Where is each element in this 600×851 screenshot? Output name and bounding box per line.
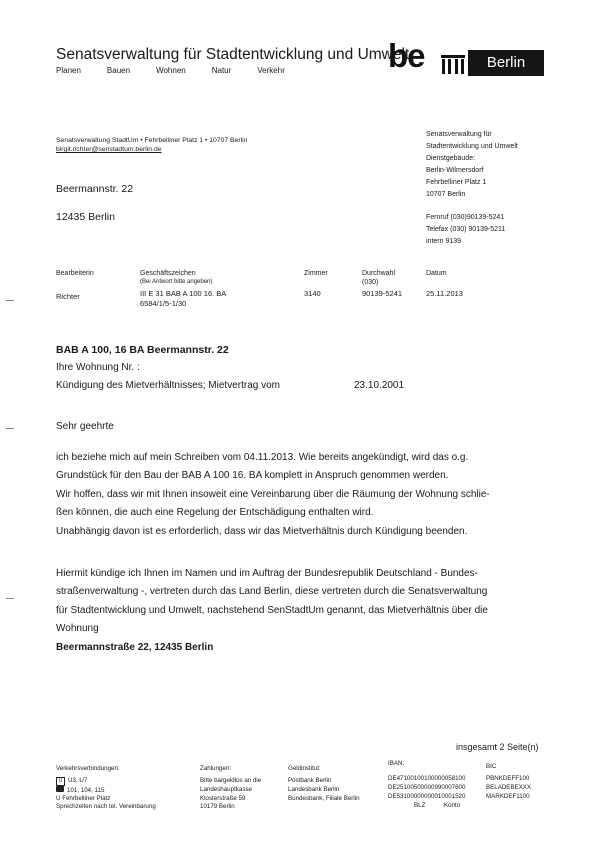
page-count: insgesamt 2 Seite(n) — [456, 742, 539, 752]
value-geschaeftszeichen: III E 31 BAB A 100 16. BA — [140, 289, 227, 298]
header-bearbeiterin: Bearbeiterin — [56, 270, 94, 277]
paragraph-line: Wir hoffen, dass wir mit Ihnen insoweit eine Vereinbarung über die Räumung der Wohnung schlie- — [56, 489, 490, 500]
footer-iban-heading: IBAN: — [388, 760, 405, 767]
paragraph-line: Wohnung — [56, 623, 99, 634]
footer-zahlungen-heading: Zahlungen: — [200, 765, 231, 772]
paragraph-line: Grundstück für den Bau der BAB A 100 16. BA komplett in Anspruch genommen werden. — [56, 470, 449, 481]
paragraph-line: Unabhängig davon ist es erforderlich, dass wir das Mietverhältnis durch Kündigung beenden. — [56, 526, 468, 537]
subway-icon: U — [56, 777, 65, 786]
subtitle-item: Bauen — [106, 66, 131, 75]
footer-verkehr-heading: Verkehrsverbindungen: — [56, 765, 120, 772]
brandenburg-gate-icon — [440, 53, 466, 75]
paragraph-line: straßenverwaltung -, vertreten durch das Land Berlin, diese vertreten durch die Senatsverwaltung — [56, 586, 488, 597]
subject-line-1: BAB A 100, 16 BA Beermannstr. 22 — [56, 344, 229, 356]
value-geschaeftszeichen-2: 6584/1/5-1/30 — [140, 299, 187, 308]
berlin-logo — [388, 37, 544, 80]
header-geschaeftszeichen: Geschäftszeichen — [140, 270, 196, 277]
footer-iban-line: DE47100100100000058100 — [388, 775, 466, 782]
footer-konto: Konto — [444, 802, 461, 809]
footer-bic-line: BELADEBEXXX — [486, 784, 532, 791]
subject-line-3: Kündigung des Mietverhältnisses; Mietvertrag vom — [56, 380, 280, 391]
footer-bic-heading: BIC — [486, 763, 497, 770]
value-zimmer: 3140 — [304, 289, 321, 298]
fold-mark — [6, 428, 14, 429]
subtitle-item: Wohnen — [156, 66, 186, 75]
footer-blz: BLZ — [414, 802, 426, 809]
return-address: Senatsverwaltung StadtUm • Fehrbelliner Platz 1 • 10707 Berlin — [56, 137, 248, 144]
paragraph-line: für Stadtentwicklung und Umwelt, nachstehend SenStadtUm genannt, das Mietverhältnis über die — [56, 605, 488, 616]
subtitle-item: Planen — [56, 66, 81, 75]
fold-mark — [6, 598, 14, 599]
property-address: Beermannstraße 22, 12435 Berlin — [56, 642, 214, 653]
footer-verkehr-line — [56, 777, 87, 786]
footer-zahlungen-line: Bitte bargeldlos an die — [200, 777, 262, 784]
footer-verkehr-bus: 101, 104, 115 — [67, 787, 105, 794]
fold-mark — [6, 300, 14, 301]
contract-date: 23.10.2001 — [354, 380, 405, 391]
value-durchwahl: 90139-5241 — [362, 289, 403, 298]
office-phone: Fernruf (030)90139-5241 — [426, 214, 505, 221]
office-line: Berlin-Wilmersdorf — [426, 167, 484, 174]
header-datum: Datum — [426, 270, 447, 277]
header-zimmer: Zimmer — [304, 270, 328, 277]
bus-icon — [56, 786, 64, 792]
footer-iban-line: DE25100500000990007600 — [388, 784, 466, 791]
value-bearbeiterin: Richter — [56, 292, 80, 301]
footer-bic-line: MARKDEF1100 — [486, 793, 530, 800]
organization-title: Senatsverwaltung für Stadtentwicklung und Umwelt — [56, 46, 410, 63]
footer-zahlungen-line: Klosterstraße 59 — [200, 795, 246, 802]
logo-berlin-box: Berlin — [468, 50, 544, 76]
geschaeftszeichen-note: (Bei Antwort bitte angeben) — [140, 279, 213, 285]
value-datum: 25.11.2013 — [426, 289, 463, 298]
office-line: Fehrbelliner Platz 1 — [426, 179, 487, 186]
footer-bic-line: PBNKDEFF100 — [486, 775, 530, 782]
office-line: Senatsverwaltung für — [426, 131, 492, 138]
footer-zahlungen-line: Landeshauptkasse — [200, 786, 252, 793]
footer-verkehr-line: Sprechzeiten nach tel. Vereinbarung — [56, 803, 156, 810]
organization-subtitle — [56, 66, 311, 75]
footer-geld-line: Bundesbank, Filiale Berlin — [288, 795, 360, 802]
office-line: 10707 Berlin — [426, 191, 466, 198]
paragraph-line: ich beziehe mich auf mein Schreiben vom 04.11.2013. Wie bereits angekündigt, wird das o.g. — [56, 452, 469, 463]
recipient-street: Beermannstr. 22 — [56, 183, 134, 195]
header-durchwahl: Durchwahl — [362, 270, 396, 277]
office-intern: intern 9139 — [426, 238, 462, 245]
logo-be-text: be — [388, 37, 425, 74]
footer-zahlungen-line: 10179 Berlin — [200, 803, 235, 810]
office-fax: Telefax (030) 90139-5211 — [426, 226, 506, 233]
footer-geld-line: Landesbank Berlin — [288, 786, 340, 793]
footer-geld-line: Postbank Berlin — [288, 777, 332, 784]
footer-iban-line: DE53100000000010001520 — [388, 793, 466, 800]
paragraph-line: ßen können, die auch eine Regelung der Entschädigung enthalten wird. — [56, 507, 374, 518]
footer-verkehr-line — [56, 786, 104, 794]
footer-verkehr-u: U3, U7 — [68, 777, 88, 784]
footer-verkehr-line: U Fehrbelliner Platz — [56, 795, 111, 802]
paragraph-line: Hiermit kündige ich Ihnen im Namen und im Auftrag der Bundesrepublik Deutschland - Bundes- — [56, 568, 478, 579]
footer-geld-heading: Geldinstitut: — [288, 765, 321, 772]
durchwahl-note: (030) — [362, 279, 379, 286]
office-line: Dienstgebäude: — [426, 155, 476, 162]
sender-email[interactable]: birgit.richter@senstadtum.berlin.de — [56, 146, 162, 153]
subject-line-2: Ihre Wohnung Nr. : — [56, 362, 140, 373]
subtitle-item: Verkehr — [257, 66, 285, 75]
office-line: Stadtentwicklung und Umwelt — [426, 143, 518, 150]
salutation: Sehr geehrte — [56, 421, 114, 432]
recipient-city: 12435 Berlin — [56, 211, 115, 223]
subtitle-item: Natur — [211, 66, 232, 75]
